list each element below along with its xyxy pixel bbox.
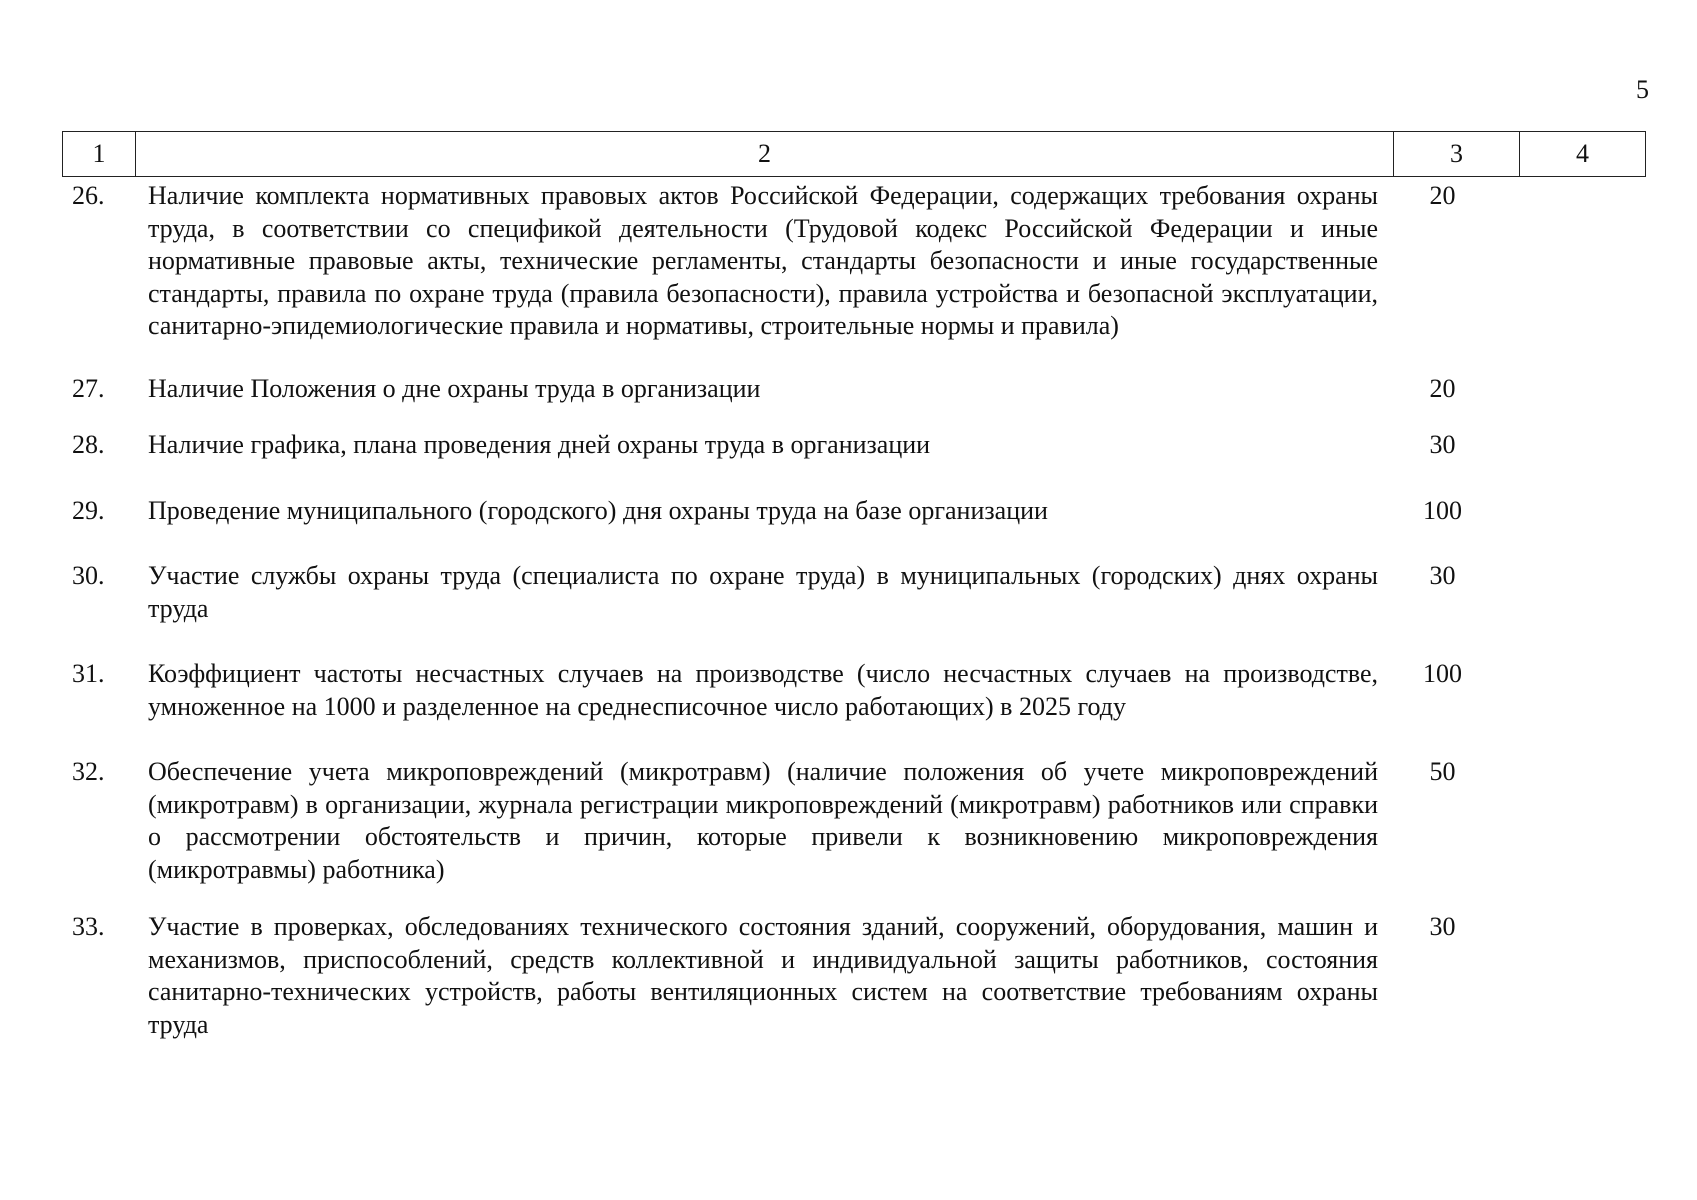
- table-row: [62, 756, 1645, 886]
- row-number: 31.: [72, 659, 105, 688]
- row-points: 20: [1429, 373, 1456, 403]
- column-header-2: 2: [136, 132, 1394, 177]
- row-points: 100: [1423, 495, 1462, 525]
- row-text: Коэффициент частоты несчастных случаев на производстве (число несчастных случаев на производстве, умноженное на 1000 и разделенное на среднесписочное число работающих) в 2025 году: [148, 659, 1378, 721]
- row-text: Наличие графика, плана проведения дней охраны труда в организации: [148, 430, 931, 459]
- column-header-row: [63, 132, 1646, 177]
- row-number: 32.: [72, 757, 105, 786]
- row-text: Участие службы охраны труда (специалиста по охране труда) в муниципальных (городских) днях охраны труда: [148, 561, 1378, 623]
- row-points: 30: [1429, 430, 1456, 459]
- table-row: [62, 658, 1645, 723]
- column-header-1: 1: [63, 132, 136, 177]
- table-row: [62, 495, 1645, 528]
- row-number: 28.: [72, 430, 105, 459]
- column-header-table: [62, 131, 1646, 177]
- column-header-3: 3: [1394, 132, 1520, 177]
- row-points: 30: [1429, 912, 1456, 941]
- table-row: [62, 373, 1645, 406]
- row-points: 20: [1429, 181, 1456, 210]
- table-row: [62, 180, 1645, 343]
- row-number: 27.: [72, 373, 105, 403]
- row-text: Проведение муниципального (городского) дня охраны труда на базе организации: [148, 495, 1048, 525]
- row-text: Обеспечение учета микроповреждений (микротравм) (наличие положения об учете микроповреждений (микротравм) в организации, журнала регистрации микроповреждений (микротравм) работников или справки о рассмотрении обстоятельств и причин, которые привели к возникновению микроповреждения (микротравмы) работника): [148, 757, 1378, 884]
- row-text: Наличие комплекта нормативных правовых актов Российской Федерации, содержащих требования охраны труда, в соответствии со спецификой деятельности (Трудовой кодекс Российской Федерации и иные нормативные правовые акты, технические регламенты, стандарты безопасности и иные государственные стандарты, правила по охране труда (правила безопасности), правила устройства и безопасной эксплуатации, санитарно-эпидемиологические правила и нормативы, строительные нормы и правила): [148, 181, 1378, 340]
- criteria-list: [62, 180, 1645, 1041]
- row-number: 29.: [72, 495, 105, 525]
- table-row: [62, 911, 1645, 1041]
- column-header-4: 4: [1520, 132, 1646, 177]
- row-number: 26.: [72, 181, 105, 210]
- table-row: [62, 560, 1645, 625]
- table-row: [62, 429, 1645, 462]
- row-number: 33.: [72, 912, 105, 941]
- page-number: 5: [1636, 75, 1649, 104]
- row-text: Наличие Положения о дне охраны труда в организации: [148, 373, 761, 403]
- row-points: 30: [1429, 561, 1456, 590]
- row-number: 30.: [72, 561, 105, 590]
- row-text: Участие в проверках, обследованиях технического состояния зданий, сооружений, оборудования, машин и механизмов, приспособлений, средств коллективной и индивидуальной защиты работников, состояния санитарно-технических устройств, работы вентиляционных систем на соответствие требованиям охраны труда: [148, 912, 1378, 1039]
- row-points: 100: [1423, 659, 1462, 688]
- row-points: 50: [1429, 757, 1456, 786]
